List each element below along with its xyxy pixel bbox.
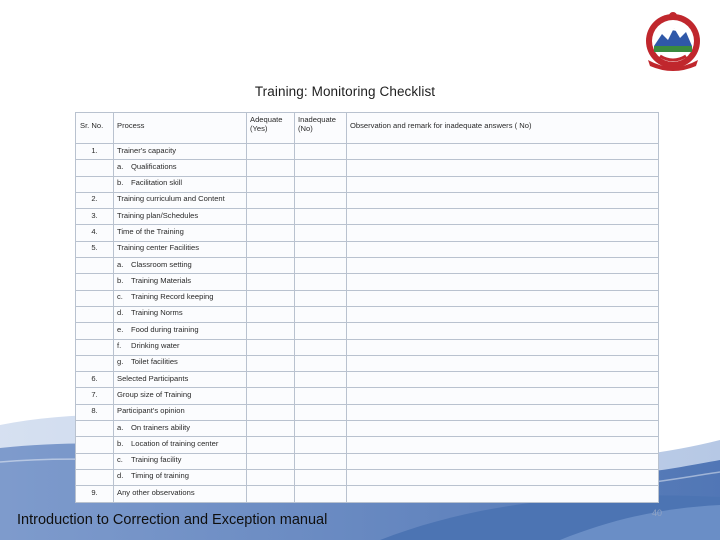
observation-cell[interactable]: [347, 209, 659, 225]
header-process: Process: [114, 113, 247, 144]
process-label: Training facility: [131, 455, 182, 465]
table-row: [76, 355, 659, 371]
inadequate-cell[interactable]: [295, 209, 347, 225]
sub-item-letter: d.: [117, 471, 124, 481]
adequate-cell[interactable]: [247, 290, 295, 306]
inadequate-cell[interactable]: [295, 290, 347, 306]
adequate-cell[interactable]: [247, 241, 295, 257]
process-label: Location of training center: [131, 438, 219, 448]
process-label: Facilitation skill: [131, 178, 183, 188]
table-row: [76, 290, 659, 306]
process-label: Trainer's capacity: [117, 145, 176, 155]
process-label: Training Record keeping: [131, 292, 214, 302]
header-adequate: [247, 113, 295, 144]
monitoring-checklist-table: [75, 112, 658, 503]
table-row: [76, 144, 659, 160]
process-label: Food during training: [131, 324, 199, 334]
inadequate-cell[interactable]: [295, 225, 347, 241]
process-cell: [114, 421, 247, 437]
sub-item-letter: b.: [117, 275, 124, 285]
adequate-cell[interactable]: [247, 258, 295, 274]
adequate-cell[interactable]: [247, 355, 295, 371]
sr-no-cell: [76, 437, 114, 453]
inadequate-cell[interactable]: [295, 176, 347, 192]
sub-item-letter: c.: [117, 292, 123, 302]
sr-no-cell: [76, 355, 114, 371]
table-row: [76, 225, 659, 241]
sr-no-cell: 5.: [76, 241, 114, 257]
table-row: [76, 209, 659, 225]
sr-no-cell: [76, 176, 114, 192]
sub-item-letter: a.: [117, 259, 124, 269]
process-label: On trainers ability: [131, 422, 191, 432]
header-inadequate-line1: Inadequate: [298, 115, 337, 124]
process-cell: [114, 192, 247, 208]
inadequate-cell[interactable]: [295, 404, 347, 420]
observation-cell[interactable]: [347, 192, 659, 208]
sr-no-cell: [76, 339, 114, 355]
observation-cell[interactable]: [347, 274, 659, 290]
sr-no-cell: 8.: [76, 404, 114, 420]
process-cell: [114, 225, 247, 241]
process-cell: [114, 323, 247, 339]
observation-cell[interactable]: [347, 241, 659, 257]
sr-no-cell: [76, 306, 114, 322]
inadequate-cell[interactable]: [295, 437, 347, 453]
table-row: [76, 437, 659, 453]
sub-item-letter: c.: [117, 455, 123, 465]
process-cell: [114, 437, 247, 453]
sr-no-cell: 7.: [76, 388, 114, 404]
process-cell: [114, 290, 247, 306]
table-row: [76, 192, 659, 208]
table-row: [76, 421, 659, 437]
national-emblem-icon: [640, 10, 706, 72]
adequate-cell[interactable]: [247, 225, 295, 241]
observation-cell[interactable]: [347, 421, 659, 437]
inadequate-cell[interactable]: [295, 469, 347, 485]
observation-cell[interactable]: [347, 323, 659, 339]
inadequate-cell[interactable]: [295, 486, 347, 502]
process-cell: [114, 469, 247, 485]
table-row: [76, 258, 659, 274]
table-row: [76, 453, 659, 469]
sr-no-cell: [76, 421, 114, 437]
observation-cell[interactable]: [347, 372, 659, 388]
adequate-cell[interactable]: [247, 160, 295, 176]
observation-cell[interactable]: [347, 258, 659, 274]
sub-item-letter: a.: [117, 161, 124, 171]
process-label: Group size of Training: [117, 389, 192, 399]
process-cell: [114, 144, 247, 160]
sr-no-cell: 4.: [76, 225, 114, 241]
sub-item-letter: f.: [117, 341, 122, 351]
sub-item-letter: a.: [117, 422, 124, 432]
adequate-cell[interactable]: [247, 176, 295, 192]
observation-cell[interactable]: [347, 469, 659, 485]
process-cell: [114, 372, 247, 388]
process-cell: [114, 209, 247, 225]
sub-item-letter: g.: [117, 357, 124, 367]
observation-cell[interactable]: [347, 160, 659, 176]
sr-no-cell: 2.: [76, 192, 114, 208]
process-label: Training center Facilities: [117, 243, 200, 253]
adequate-cell[interactable]: [247, 144, 295, 160]
process-cell: [114, 355, 247, 371]
header-inadequate-line2: (No): [298, 124, 313, 133]
adequate-cell[interactable]: [247, 209, 295, 225]
inadequate-cell[interactable]: [295, 453, 347, 469]
table-row: [76, 388, 659, 404]
sub-item-letter: b.: [117, 438, 124, 448]
process-cell: [114, 453, 247, 469]
process-cell: [114, 176, 247, 192]
inadequate-cell[interactable]: [295, 258, 347, 274]
table-row: [76, 176, 659, 192]
process-label: Training Norms: [131, 308, 183, 318]
process-cell: [114, 486, 247, 502]
observation-cell[interactable]: [347, 404, 659, 420]
process-label: Any other observations: [117, 487, 195, 497]
page-number: 40: [652, 508, 663, 518]
checklist-title: Training: Monitoring Checklist: [254, 84, 436, 99]
process-cell: [114, 274, 247, 290]
observation-cell[interactable]: [347, 176, 659, 192]
observation-cell[interactable]: [347, 388, 659, 404]
inadequate-cell[interactable]: [295, 339, 347, 355]
inadequate-cell[interactable]: [295, 274, 347, 290]
observation-cell[interactable]: [347, 486, 659, 502]
inadequate-cell[interactable]: [295, 372, 347, 388]
observation-cell[interactable]: [347, 290, 659, 306]
process-label: Training Materials: [131, 275, 192, 285]
sr-no-cell: 1.: [76, 144, 114, 160]
process-label: Timing of training: [131, 471, 189, 481]
header-inadequate: [295, 113, 347, 144]
process-label: Training plan/Schedules: [117, 210, 199, 220]
process-label: Classroom setting: [131, 259, 192, 269]
process-label: Drinking water: [131, 341, 180, 351]
sr-no-cell: [76, 453, 114, 469]
sr-no-cell: [76, 290, 114, 306]
header-adequate-line2: (Yes): [250, 124, 268, 133]
process-cell: [114, 388, 247, 404]
observation-cell[interactable]: [347, 306, 659, 322]
sr-no-cell: [76, 258, 114, 274]
sr-no-cell: 3.: [76, 209, 114, 225]
sr-no-cell: [76, 160, 114, 176]
sub-item-letter: e.: [117, 324, 124, 334]
inadequate-cell[interactable]: [295, 160, 347, 176]
inadequate-cell[interactable]: [295, 144, 347, 160]
adequate-cell[interactable]: [247, 469, 295, 485]
footer-title: Introduction to Correction and Exception manual: [17, 512, 328, 528]
table-header-row: [76, 113, 659, 144]
table-row: [76, 323, 659, 339]
table-row: [76, 372, 659, 388]
observation-cell[interactable]: [347, 339, 659, 355]
header-sr-no: Sr. No.: [76, 113, 114, 144]
header-observation: Observation and remark for inadequate answers ( No): [347, 113, 659, 144]
inadequate-cell[interactable]: [295, 241, 347, 257]
process-label: Toilet facilities: [131, 357, 178, 367]
adequate-cell[interactable]: [247, 339, 295, 355]
observation-cell[interactable]: [347, 355, 659, 371]
table-row: [76, 486, 659, 502]
process-cell: [114, 306, 247, 322]
inadequate-cell[interactable]: [295, 355, 347, 371]
process-label: Participant's opinion: [117, 406, 185, 416]
process-cell: [114, 241, 247, 257]
adequate-cell[interactable]: [247, 388, 295, 404]
process-label: Selected Participants: [117, 373, 189, 383]
inadequate-cell[interactable]: [295, 421, 347, 437]
process-label: Time of the Training: [117, 226, 184, 236]
table-row: [76, 306, 659, 322]
sr-no-cell: [76, 274, 114, 290]
sr-no-cell: [76, 323, 114, 339]
sr-no-cell: 6.: [76, 372, 114, 388]
adequate-cell[interactable]: [247, 437, 295, 453]
adequate-cell[interactable]: [247, 306, 295, 322]
adequate-cell[interactable]: [247, 274, 295, 290]
table-row: [76, 274, 659, 290]
process-cell: [114, 404, 247, 420]
adequate-cell[interactable]: [247, 323, 295, 339]
inadequate-cell[interactable]: [295, 388, 347, 404]
adequate-cell[interactable]: [247, 404, 295, 420]
table-row: [76, 160, 659, 176]
process-cell: [114, 339, 247, 355]
table-row: [76, 339, 659, 355]
process-cell: [114, 258, 247, 274]
inadequate-cell[interactable]: [295, 192, 347, 208]
observation-cell[interactable]: [347, 225, 659, 241]
process-label: Qualifications: [131, 161, 177, 171]
process-label: Training curriculum and Content: [117, 194, 225, 204]
table-row: [76, 241, 659, 257]
adequate-cell[interactable]: [247, 372, 295, 388]
inadequate-cell[interactable]: [295, 306, 347, 322]
process-cell: [114, 160, 247, 176]
sub-item-letter: b.: [117, 178, 124, 188]
adequate-cell[interactable]: [247, 486, 295, 502]
table-row: [76, 469, 659, 485]
adequate-cell[interactable]: [247, 453, 295, 469]
header-adequate-line1: Adequate: [250, 115, 283, 124]
sub-item-letter: d.: [117, 308, 124, 318]
observation-cell[interactable]: [347, 437, 659, 453]
sr-no-cell: [76, 469, 114, 485]
adequate-cell[interactable]: [247, 192, 295, 208]
adequate-cell[interactable]: [247, 421, 295, 437]
observation-cell[interactable]: [347, 453, 659, 469]
sr-no-cell: 9.: [76, 486, 114, 502]
table-row: [76, 404, 659, 420]
observation-cell[interactable]: [347, 144, 659, 160]
inadequate-cell[interactable]: [295, 323, 347, 339]
